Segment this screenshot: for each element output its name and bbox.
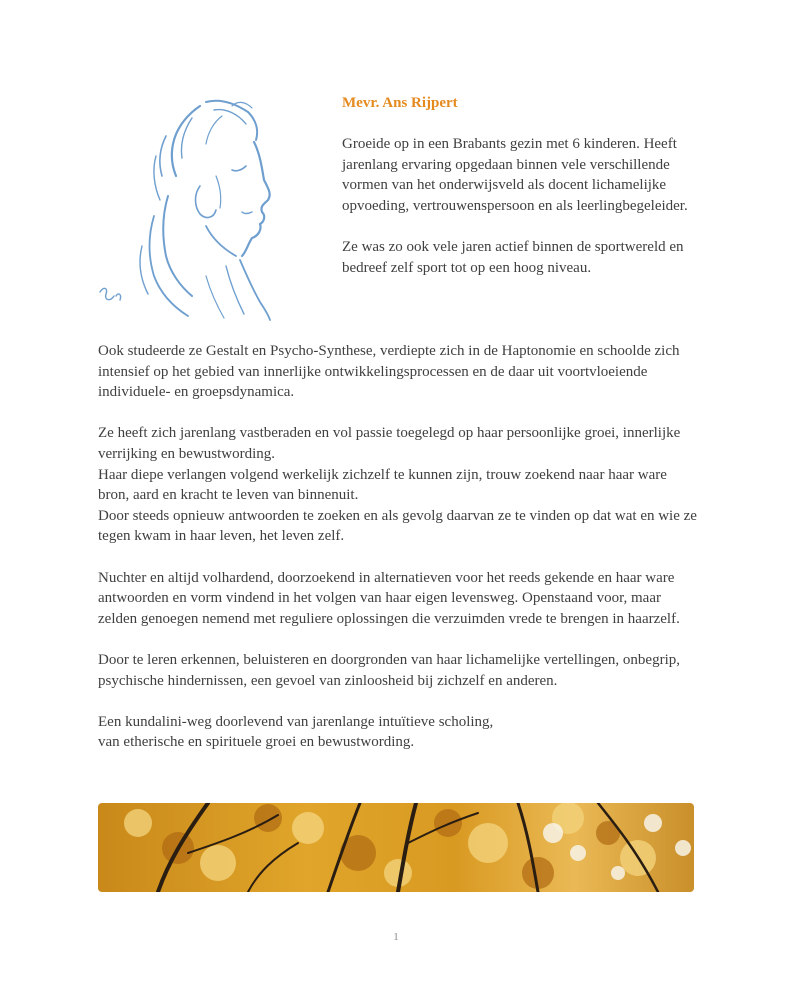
intro-section <box>342 93 702 299</box>
intro-paragraph: Groeide op in een Brabants gezin met 6 kinderen. Heeft jarenlang ervaring opgedaan binnen vele verschillende vormen van het onderwijsveld als docent lichamelijke opvoeding, vertrouwenspersoon en als leerlingbegeleider. <box>342 136 688 214</box>
profile-name: Mevr. Ans Rijpert <box>342 95 458 111</box>
body-line: Haar diepe verlangen volgend werkelijk zichzelf te kunnen zijn, trouw zoekend naar haar ware bron, aard en kracht te leven van binnenuit. <box>98 466 667 504</box>
body-paragraph: Nuchter en altijd volhardend, doorzoekend in alternatieven voor het reeds gekende en haar ware antwoorden en vorm vindend in het volgen van haar eigen levensweg. Openstaand voor, maar zelden genoegen nemend met reguliere oplossingen die verzuimden vrede te brengen in haarzelf. <box>98 569 680 627</box>
intro-paragraph: Ze was zo ook vele jaren actief binnen de sportwereld en bedreef zelf sport tot op een hoog niveau. <box>342 239 684 276</box>
body-line: Een kundalini-weg doorlevend van jarenlange intuïtieve scholing, <box>98 713 494 730</box>
body-line: Ze heeft zich jarenlang vastberaden en vol passie toegelegd op haar persoonlijke groei, innerlijke verrijking en bewustwording. <box>98 425 681 462</box>
body-text <box>98 341 698 773</box>
body-paragraph <box>98 712 698 753</box>
page-number: 1 <box>393 931 399 943</box>
body-paragraph <box>98 423 698 547</box>
body-paragraph: Ook studeerde ze Gestalt en Psycho-Synthese, verdiepte zich in de Haptonomie en schoolde zich intensief op het gebied van innerlijke ontwikkelingsprocessen en de daar uit voortvloeiende individuele- en groepsdynamica. <box>98 343 680 401</box>
body-paragraph: Door te leren erkennen, beluisteren en doorgronden van haar lichamelijke vertellingen, onbegrip, psychische hindernissen, een gevoel van zinloosheid bij zichzelf en anderen. <box>98 651 681 689</box>
body-line: van etherische en spirituele groei en bewustwording. <box>98 734 415 751</box>
portrait-sketch <box>96 96 274 322</box>
autumn-trees-banner <box>98 803 694 892</box>
body-line: Door steeds opnieuw antwoorden te zoeken en als gevolg daarvan ze te vinden op dat wat en wie ze tegen kwam in haar leven, het leven zelf. <box>98 507 697 545</box>
